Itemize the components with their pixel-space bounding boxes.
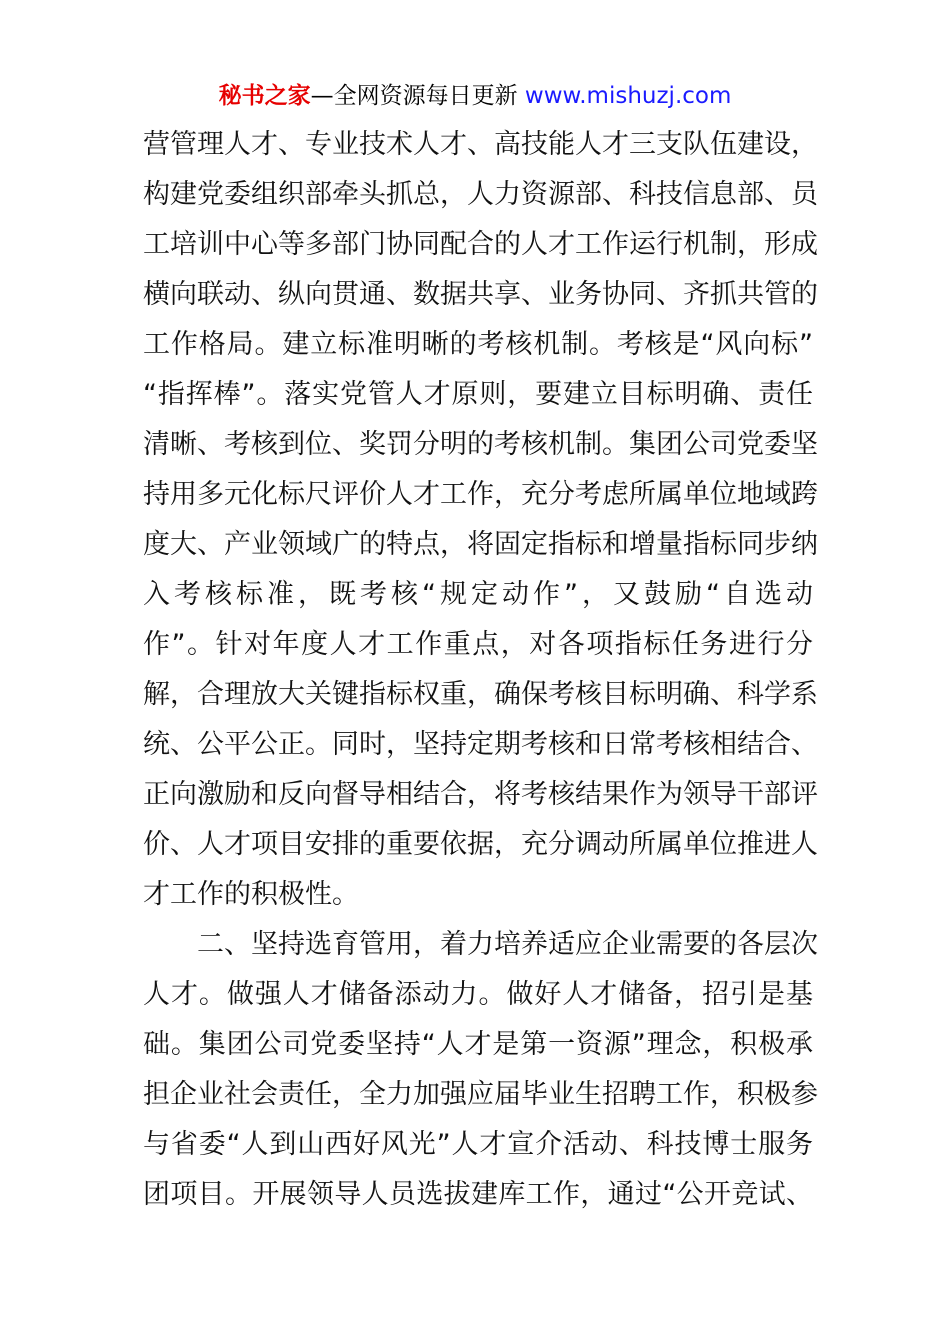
brand-name: 秘书之家 — [218, 83, 311, 109]
text-line: 入考核标准，既考核“规定动作”，又鼓励“自选动 — [143, 579, 813, 610]
text-line: 团项目。开展领导人员选拔建库工作，通过“公开竞试、 — [143, 1179, 813, 1210]
text-line: 清晰、考核到位、奖罚分明的考核机制。集团公司党委坚 — [143, 429, 818, 460]
text-line: 价、人才项目安排的重要依据，充分调动所属单位推进人 — [143, 829, 818, 860]
text-line: 横向联动、纵向贯通、数据共享、业务协同、齐抓共管的 — [143, 279, 818, 310]
text-line: 工培训中心等多部门协同配合的人才工作运行机制，形成 — [143, 229, 818, 260]
text-line: 持用多元化标尺评价人才工作，充分考虑所属单位地域跨 — [143, 479, 818, 510]
text-line: 度大、产业领域广的特点，将固定指标和增量指标同步纳 — [143, 529, 818, 560]
text-line: 统、公平公正。同时，坚持定期考核和日常考核相结合、 — [143, 729, 818, 760]
text-line: “指挥棒”。落实党管人才原则，要建立目标明确、责任 — [143, 379, 813, 410]
site-url: www.mishuzj.com — [524, 83, 732, 109]
page-header — [0, 80, 950, 112]
body-text — [143, 120, 818, 1220]
text-line: 人才。做强人才储备添动力。做好人才储备，招引是基 — [143, 979, 813, 1010]
paragraph-end-line: 才工作的积极性。 — [143, 879, 359, 910]
text-line: 担企业社会责任，全力加强应届毕业生招聘工作，积极参 — [143, 1079, 818, 1110]
header-tagline: —全网资源每日更新 — [310, 83, 518, 109]
text-line: 与省委“人到山西好风光”人才宣介活动、科技博士服务 — [143, 1129, 813, 1160]
section-heading-line: 二、坚持选育管用，着力培养适应企业需要的各层次 — [197, 929, 818, 960]
text-line: 构建党委组织部牵头抓总，人力资源部、科技信息部、员 — [143, 179, 818, 210]
text-line: 营管理人才、专业技术人才、高技能人才三支队伍建设， — [143, 129, 818, 160]
text-line: 作”。针对年度人才工作重点，对各项指标任务进行分 — [143, 629, 813, 660]
text-line: 础。集团公司党委坚持“人才是第一资源”理念，积极承 — [143, 1029, 813, 1060]
text-line: 解，合理放大关键指标权重，确保考核目标明确、科学系 — [143, 679, 818, 710]
text-line: 工作格局。建立标准明晰的考核机制。考核是“风向标” — [143, 329, 813, 360]
text-line: 正向激励和反向督导相结合，将考核结果作为领导干部评 — [143, 779, 818, 810]
